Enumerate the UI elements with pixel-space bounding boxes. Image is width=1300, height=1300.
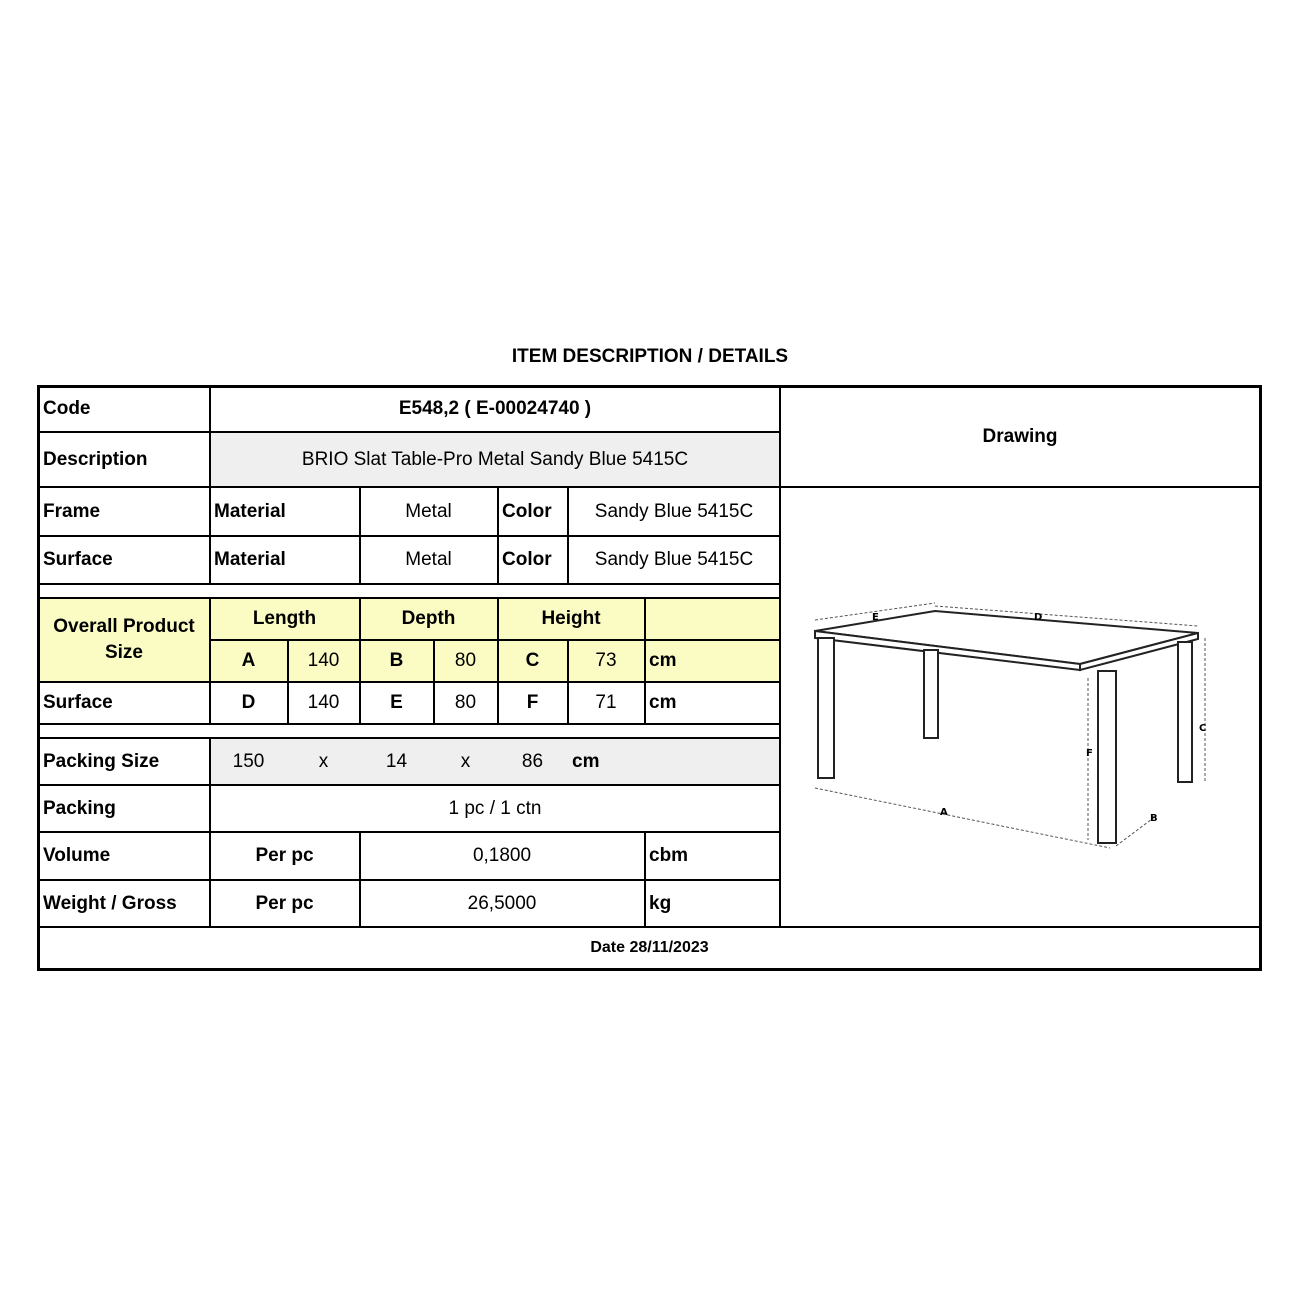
table-drawing <box>800 598 1220 858</box>
packing-height: 86 <box>521 750 544 772</box>
code-label: Code <box>43 398 91 419</box>
dim-e-letter: E <box>390 692 403 713</box>
frame-color-label: Color <box>502 500 552 522</box>
frame-material-label: Material <box>214 500 286 522</box>
drawing-label-d: D <box>1034 612 1043 623</box>
page-title: ITEM DESCRIPTION / DETAILS <box>511 346 789 367</box>
packing-size-unit: cm <box>572 750 600 772</box>
drawing-label-e: E <box>872 612 879 623</box>
packing-size-label: Packing Size <box>43 750 160 772</box>
height-header: Height <box>541 608 601 629</box>
dim-b-value: 80 <box>454 650 477 671</box>
frame-label: Frame <box>43 500 101 522</box>
surface-color-label: Color <box>502 549 552 570</box>
frame-material-value: Metal <box>405 500 452 522</box>
volume-value: 0,1800 <box>472 845 532 866</box>
code-value: E548,2 ( E-00024740 ) <box>398 398 592 419</box>
surface-label: Surface <box>43 549 113 570</box>
packing-x2: x <box>460 750 471 772</box>
surface-material-label: Material <box>214 549 286 570</box>
dim-c-value: 73 <box>595 650 617 671</box>
weight-unit: kg <box>649 892 672 914</box>
weight-per: Per pc <box>255 892 314 914</box>
dim-d-letter: D <box>241 692 256 713</box>
surface-size-label: Surface <box>43 692 113 713</box>
drawing-label-b: B <box>1150 813 1158 824</box>
packing-x1: x <box>318 750 329 772</box>
date-footer: Date 28/11/2023 <box>590 939 709 956</box>
description-value: BRIO Slat Table-Pro Metal Sandy Blue 5415C <box>301 448 689 470</box>
dim-e-value: 80 <box>454 692 477 713</box>
surface-material-value: Metal <box>405 549 452 570</box>
drawing-label-c: C <box>1199 723 1207 734</box>
dim-b-letter: B <box>389 650 404 671</box>
volume-label: Volume <box>43 845 111 866</box>
packing-width: 14 <box>385 750 408 772</box>
dim-f-value: 71 <box>595 692 617 713</box>
frame-color-value: Sandy Blue 5415C <box>594 500 754 522</box>
dim-d-value: 140 <box>307 692 340 713</box>
volume-unit: cbm <box>649 845 689 866</box>
packing-value: 1 pc / 1 ctn <box>448 797 542 819</box>
packing-label: Packing <box>43 797 116 819</box>
weight-value: 26,5000 <box>467 892 537 914</box>
dim-c-letter: C <box>525 650 540 671</box>
description-label: Description <box>43 448 148 470</box>
overall-size-label <box>39 599 209 681</box>
drawing-header: Drawing <box>982 425 1058 447</box>
overall-unit: cm <box>649 650 677 671</box>
length-header: Length <box>252 608 317 629</box>
dim-f-letter: F <box>526 692 539 713</box>
overall-size-label-line2: Size <box>104 642 144 663</box>
volume-per: Per pc <box>255 845 314 866</box>
weight-label: Weight / Gross <box>43 892 177 914</box>
drawing-label-a: A <box>940 807 948 818</box>
dim-a-letter: A <box>241 650 256 671</box>
dim-a-value: 140 <box>307 650 340 671</box>
surface-color-value: Sandy Blue 5415C <box>594 549 754 570</box>
drawing-label-f: F <box>1086 748 1093 759</box>
packing-length: 150 <box>232 750 265 772</box>
depth-header: Depth <box>401 608 456 629</box>
surface-size-unit: cm <box>649 692 677 713</box>
overall-size-label-line1: Overall Product <box>53 616 195 637</box>
